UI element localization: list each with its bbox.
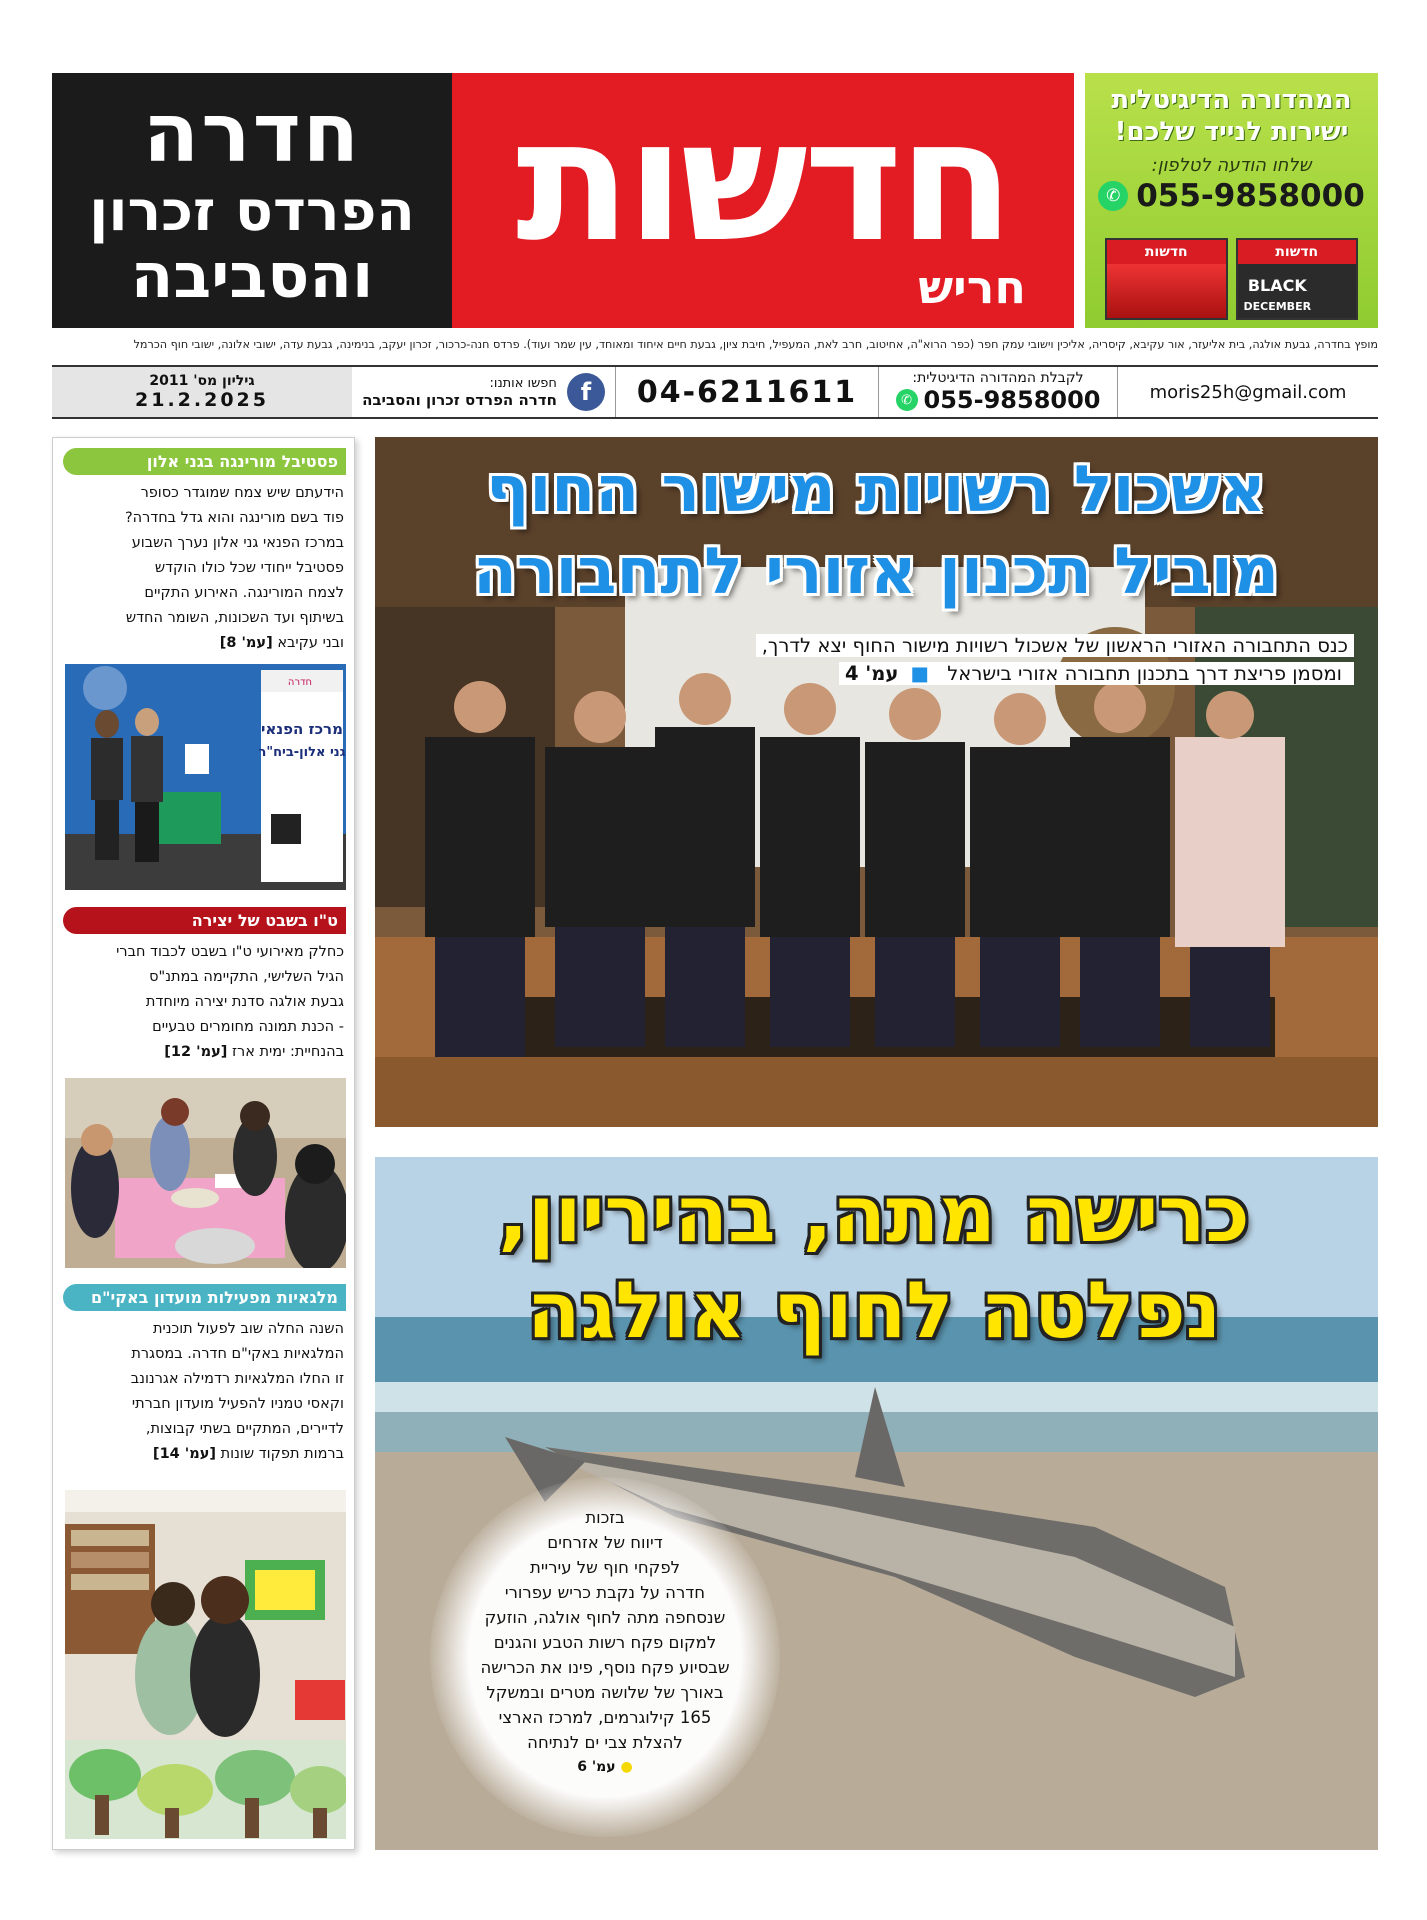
mini-paper-cover: [1236, 238, 1359, 320]
page-ref[interactable]: ● עמ' 6: [577, 1759, 633, 1775]
distribution-localities: מופץ בחדרה, גבעת אולגה, בית אליעזר, אור עקיבא, קיסריה, אליכין וישובי עמק חפר (כפר הרוא"ה, אחיטוב, חרב לאת, המעפיל, חיבת ציון, גבעת חיים איחוד ומאוחד, עין שמר ועוד). פרדס חנה-כרכור, זכרון יעקב, בנימינה, גבעת עדה, ישובי אלונה, ישובי חוף הכרמל: [133, 338, 1378, 351]
sidebar-item-2-text: כחלק מאירועי ט"ו בשבט לכבוד חברי הגיל השלישי, התקיימה במתנ"ס גבעת אולגה סדנת יצירה מיוחדת - הכנת תמונה מחומרים טבעיים בהנחיית: ימית ארז [עמ' 12]: [116, 944, 344, 1060]
newspaper-subtitle: חריש: [918, 260, 1026, 314]
whatsapp-icon: ✆: [1098, 181, 1128, 211]
promo-line-2: ישירות לנייד שלכם!: [1114, 117, 1349, 147]
facebook-link[interactable]: [352, 367, 616, 417]
mini-paper-title: חדשות: [1107, 240, 1226, 264]
mini-paper-cover: [1105, 238, 1228, 320]
digital-edition-promo[interactable]: [1085, 73, 1378, 328]
page-ref[interactable]: עמ' 4: [844, 662, 899, 685]
contact-email[interactable]: moris25h@gmail.com: [1149, 381, 1347, 403]
digital-phone[interactable]: [896, 386, 1101, 414]
region-line-2: הפרדס זכרון: [89, 179, 415, 245]
promo-phone[interactable]: [1085, 178, 1378, 214]
promo-phone-number: 055-9858000: [1136, 178, 1365, 214]
promo-line-3: שלחו הודעה לטלפון:: [1151, 155, 1312, 176]
facebook-label: חפשו אותנו:: [489, 375, 557, 391]
sidebar-item-1-title[interactable]: פסטיבל מורינגה בגני אלון: [63, 448, 346, 475]
issue-number: גיליון מס' 2011: [149, 373, 255, 389]
mini-paper-photo: [1107, 264, 1226, 318]
sidebar-item-3-title[interactable]: מלגאיות מפעילות מועדון באקי"ם: [63, 1284, 346, 1311]
masthead-region-block: [52, 73, 452, 328]
second-story-headline[interactable]: כרישה מתה, בהיריון, נפלטה לחוף אולגה: [498, 1170, 1250, 1356]
region-line-1: חדרה: [142, 86, 362, 182]
sidebar-item-3-photo: [65, 1490, 346, 1839]
digital-phone-number: 055-9858000: [923, 386, 1101, 414]
lead-story: [375, 437, 1378, 1127]
lead-story-subhead: כנס התחבורה האזורי הראשון של אשכול רשויות מישור החוף יצא לדרך, ומסמן פריצת דרך בתכנון תחבורה אזורי בישראל ■ עמ' 4: [454, 632, 1354, 688]
facebook-icon: f: [567, 373, 605, 411]
mini-paper-banner: BLACK DECEMBER: [1243, 276, 1312, 313]
sidebar-item-2-title[interactable]: ט"ו בשבט של יצירה: [63, 907, 346, 934]
sidebar: [52, 437, 355, 1850]
issue-info: [52, 367, 352, 417]
page-ref[interactable]: [עמ' 8]: [219, 635, 273, 651]
sidebar-item-1-text: הידעתם שיש צמח שמוגדר כסופר פוד בשם מורינגה והוא גדל בחדרה? במרכז הפנאי גני אלון נערך השבוע פסטיבל ייחודי שכל כולו הוקדש לצמח המורינגה. האירוע התקיים בשיתוף ועד השכונות, השומר החדש ובני עקיבא [עמ' 8]: [124, 485, 344, 651]
lead-story-headline[interactable]: אשכול רשויות מישור החוף מוביל תכנון אזורי לתחבורה: [472, 453, 1280, 609]
region-line-3: והסביבה: [130, 238, 374, 312]
page-ref[interactable]: [עמ' 12]: [164, 1044, 228, 1060]
info-bar: [52, 365, 1378, 419]
poster-title-1: מרכז הפנאי: [261, 720, 343, 738]
issue-date: 21.2.2025: [135, 389, 269, 411]
promo-line-1: המהדורה הדיגיטלית: [1111, 85, 1352, 115]
sidebar-item-2-photo: [65, 1078, 346, 1268]
digital-label: לקבלת המהדורה הדיגיטלית:: [912, 370, 1084, 386]
second-story: [375, 1157, 1378, 1850]
page-ref[interactable]: [עמ' 14]: [152, 1446, 217, 1462]
second-story-blurb: בזכות דיווח של אזרחים לפקחי חוף של עיריית חדרה על נקבת כריש עפרורי שנסחפה מתה לחוף אולגה, הוזעק למקום פקח רשות הטבע והגנים שבסיוע פקח נוסף, פינו את הכרישה באורך של שלושה מטרים ובמשקל 165 קילוגרמים, למרכז הארצי להצלת צבי ים לנתיחה ● עמ' 6: [430, 1477, 780, 1837]
facebook-page-name: חדרה הפרדס זכרון והסביבה: [362, 390, 557, 409]
whatsapp-icon: ✆: [896, 389, 918, 411]
svg-text:חדרה: חדרה: [287, 677, 313, 688]
mini-paper-covers: [1105, 238, 1358, 320]
sidebar-item-3-text: השנה החלה שוב לפעול תוכנית המלגאיות באקי"ם חדרה. במסגרת זו החלו המלגאיות רדמילה אגרנונב וקאסי טמניו להפעיל מועדון חברתי לדיירים, המתקיים בשתי קבוצות, ברמות תפקוד שונות [עמ' 14]: [130, 1321, 344, 1462]
poster-title-2: גני אלון-ביח"ר: [258, 745, 346, 760]
masthead-logo: [452, 73, 1074, 328]
newspaper-title: חדשות: [515, 83, 1010, 279]
mini-paper-title: חדשות: [1238, 240, 1357, 264]
sidebar-item-1-photo: [65, 664, 346, 890]
digital-edition-contact[interactable]: [878, 367, 1118, 417]
office-phone[interactable]: 04-6211611: [636, 374, 858, 410]
